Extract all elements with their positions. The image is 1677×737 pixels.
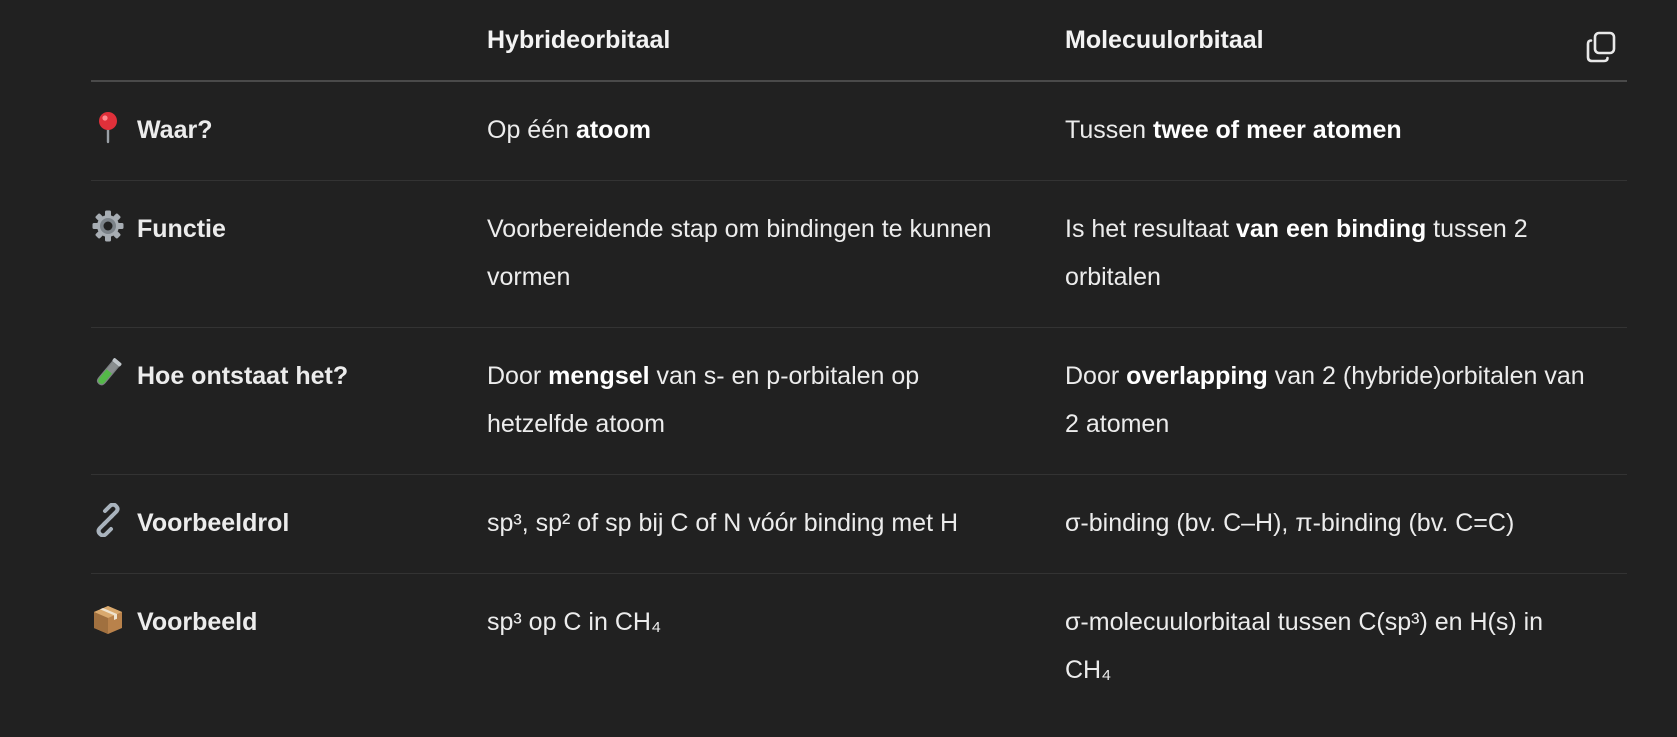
text: Is het resultaat — [1065, 215, 1236, 243]
molecuulorbitaal-cell — [1065, 328, 1627, 475]
text: σ-molecuulorbitaal tussen C(sp³) en H(s) in CH₄ — [1065, 608, 1544, 684]
table-row — [91, 181, 1627, 328]
header-hybrideorbitaal: Hybrideorbitaal — [487, 0, 1065, 81]
row-label-cell — [91, 328, 487, 475]
bold-text: atoom — [575, 116, 651, 144]
row-label: Waar? — [137, 116, 213, 144]
text: van s- en p-orbitalen op hetzelfde atoom — [487, 362, 920, 438]
row-label: Voorbeeld — [137, 608, 258, 636]
table-row — [91, 574, 1627, 721]
row-label-cell — [91, 81, 487, 181]
hybrideorbitaal-cell — [487, 328, 1065, 475]
hybrideorbitaal-cell — [487, 574, 1065, 721]
hybrideorbitaal-cell — [487, 81, 1065, 181]
text: σ-binding (bv. C–H), π-binding (bv. C=C) — [1065, 509, 1515, 537]
row-label: Voorbeeldrol — [137, 509, 290, 537]
molecuulorbitaal-cell — [1065, 181, 1627, 328]
hybrideorbitaal-cell — [487, 181, 1065, 328]
table-row — [91, 328, 1627, 475]
test-tube-icon — [91, 356, 125, 390]
text: Op één — [487, 116, 576, 144]
molecuulorbitaal-cell — [1065, 81, 1627, 181]
bold-text: van een binding — [1235, 215, 1427, 243]
text: Door — [1065, 362, 1127, 390]
text: sp³, sp² of sp bij C of N vóór binding met H — [487, 509, 959, 537]
row-label-cell — [91, 475, 487, 574]
copy-table-button[interactable] — [1586, 31, 1616, 63]
text: Tussen — [1065, 116, 1154, 144]
round-pushpin-icon — [91, 110, 125, 144]
link-icon — [91, 503, 125, 537]
text: sp³ op C in CH₄ — [487, 608, 662, 636]
molecuulorbitaal-cell — [1065, 475, 1627, 574]
bold-text: overlapping — [1126, 362, 1268, 390]
gear-icon — [91, 209, 125, 243]
table-row — [91, 475, 1627, 574]
comparison-table-container — [91, 0, 1627, 720]
table-header-row — [91, 0, 1627, 81]
table-row — [91, 81, 1627, 181]
row-label-cell — [91, 574, 487, 721]
molecuulorbitaal-cell — [1065, 574, 1627, 721]
bold-text: mengsel — [548, 362, 650, 390]
text: Voorbereidende stap om bindingen te kunnen vormen — [487, 215, 992, 291]
copy-icon — [1586, 31, 1616, 63]
bold-text: twee of meer atomen — [1153, 116, 1402, 144]
header-col1 — [91, 0, 487, 81]
hybrideorbitaal-cell — [487, 475, 1065, 574]
text: van 2 (hybride)orbitalen van 2 atomen — [1065, 362, 1585, 438]
package-icon — [91, 602, 125, 636]
header-molecuulorbitaal: Molecuulorbitaal — [1065, 0, 1627, 81]
row-label: Hoe ontstaat het? — [137, 362, 349, 390]
row-label-cell — [91, 181, 487, 328]
text: Door — [487, 362, 549, 390]
row-label: Functie — [137, 215, 226, 243]
text: tussen 2 orbitalen — [1065, 215, 1528, 291]
comparison-table — [91, 0, 1627, 720]
